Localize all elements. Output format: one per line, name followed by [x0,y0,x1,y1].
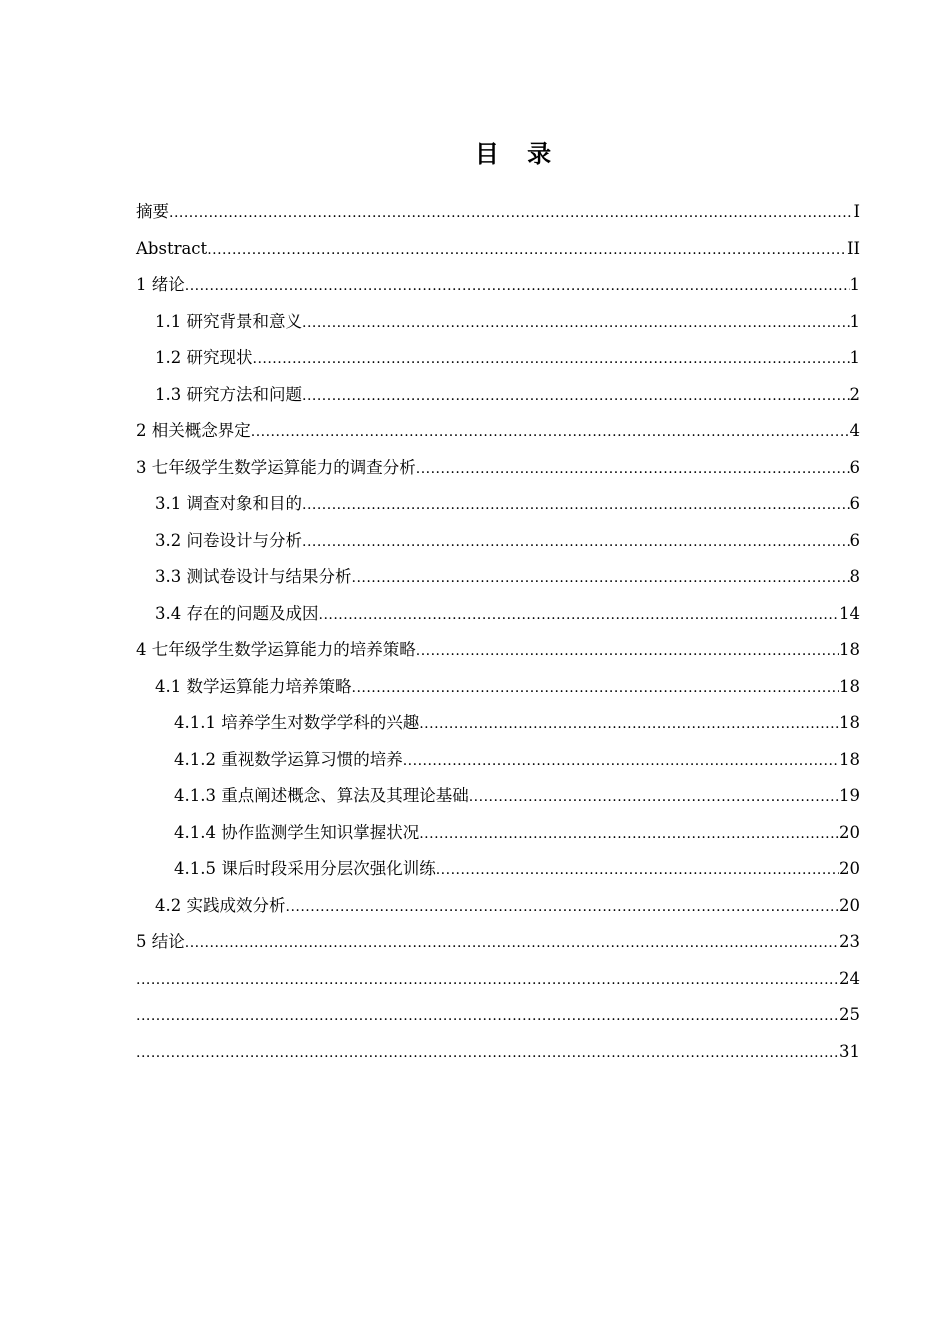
toc-entry-page-number: 18 [839,749,860,769]
toc-entry-label: Abstract [136,238,208,258]
toc-leader-dots [302,378,850,415]
toc-entry[interactable] [136,742,860,779]
toc-entry-label: 4.1.3 重点阐述概念、算法及其理论基础 [174,786,469,805]
toc-leader-dots [169,195,853,232]
toc-entry-page-number: 19 [839,786,860,805]
toc-entry-label: 3.2 问卷设计与分析 [155,530,302,550]
toc-entry[interactable] [136,924,860,961]
toc-leader-dots [251,414,850,451]
toc-entry-page-number: 20 [839,859,860,878]
toc-entry-page-number: 18 [839,713,860,732]
toc-entry-page-number: 20 [839,895,860,915]
toc-entry-label: 1 绪论 [136,275,185,294]
toc-entry[interactable] [136,1034,860,1071]
toc-entry-label: 3.3 测试卷设计与结果分析 [155,567,352,586]
toc-entry-page-number: 24 [839,968,860,988]
toc-entry-label: 4 七年级学生数学运算能力的培养策略 [136,640,416,659]
toc-leader-dots [352,670,840,707]
toc-entry[interactable] [136,340,860,377]
toc-leader-dots [136,962,839,999]
toc-leader-dots [419,706,839,743]
toc-entry[interactable] [136,888,860,925]
toc-entry[interactable] [136,523,860,560]
toc-entry-label: 3.1 调查对象和目的 [155,494,302,513]
toc-entry-page-number: 8 [849,567,860,586]
toc-entry[interactable] [136,377,860,414]
toc-leader-dots [419,816,839,853]
toc-entry[interactable] [136,450,860,487]
toc-leader-dots [436,852,839,889]
toc-entry[interactable] [136,815,860,852]
toc-leader-dots [403,743,839,780]
toc-entry[interactable] [136,559,860,596]
toc-entry-page-number: 1 [849,348,860,367]
toc-entry-label: 1.1 研究背景和意义 [155,311,302,331]
toc-leader-dots [185,925,839,962]
toc-entry-label: 摘要 [136,202,169,221]
toc-leader-dots [185,268,850,305]
table-of-contents [136,194,860,1070]
toc-leader-dots [319,597,840,634]
toc-entry-label: 1.2 研究现状 [155,348,253,367]
toc-entry-page-number: 2 [849,384,860,404]
toc-title: 目 录 [474,140,562,168]
toc-leader-dots [136,998,839,1035]
toc-entry-label: 3 七年级学生数学运算能力的调查分析 [136,457,416,477]
toc-entry[interactable] [136,851,860,888]
toc-leader-dots [302,305,850,342]
toc-entry-page-number: 18 [839,676,860,696]
toc-leader-dots [352,560,850,597]
toc-entry[interactable] [136,304,860,341]
toc-entry-page-number: 20 [839,822,860,842]
toc-leader-dots [207,232,847,269]
toc-entry[interactable] [136,194,860,231]
toc-entry-page-number: 1 [849,275,860,294]
toc-entry[interactable] [136,486,860,523]
toc-entry[interactable] [136,596,860,633]
toc-entry-label: 3.4 存在的问题及成因 [155,603,319,623]
toc-entry[interactable] [136,632,860,669]
toc-entry[interactable] [136,997,860,1034]
toc-entry-page-number: 14 [839,603,860,623]
toc-leader-dots [302,487,850,524]
toc-entry-page-number: 4 [849,421,860,440]
toc-entry[interactable] [136,778,860,815]
toc-leader-dots [286,889,840,926]
toc-leader-dots [416,633,839,670]
toc-leader-dots [136,1035,839,1072]
toc-entry[interactable] [136,267,860,304]
toc-entry-page-number: 6 [849,457,860,477]
toc-entry-page-number: 6 [849,530,860,550]
toc-leader-dots [416,451,850,488]
toc-entry-page-number: 25 [839,1005,860,1024]
toc-entry[interactable] [136,669,860,706]
toc-entry-label: 5 结论 [136,932,185,951]
toc-entry-label: 2 相关概念界定 [136,421,251,440]
toc-entry-label: 4.1.2 重视数学运算习惯的培养 [174,749,403,769]
toc-entry-page-number: 1 [849,311,860,331]
toc-entry-label: 4.2 实践成效分析 [155,895,286,915]
toc-entry[interactable] [136,705,860,742]
toc-entry[interactable] [136,231,860,268]
toc-entry-page-number: 18 [839,640,860,659]
toc-entry-page-number: II [846,238,860,258]
toc-leader-dots [253,341,850,378]
toc-entry-label: 1.3 研究方法和问题 [155,384,302,404]
toc-entry-page-number: I [853,202,860,221]
toc-entry-label: 4.1.1 培养学生对数学学科的兴趣 [174,713,420,732]
toc-leader-dots [302,524,850,561]
toc-entry[interactable] [136,961,860,998]
toc-entry-page-number: 23 [839,932,860,951]
toc-entry[interactable] [136,413,860,450]
toc-leader-dots [469,779,839,816]
toc-entry-page-number: 31 [839,1041,860,1061]
toc-entry-label: 4.1.4 协作监测学生知识掌握状况 [174,822,420,842]
toc-entry-page-number: 6 [849,494,860,513]
toc-entry-label: 4.1 数学运算能力培养策略 [155,676,352,696]
toc-entry-label: 4.1.5 课后时段采用分层次强化训练 [174,859,436,878]
